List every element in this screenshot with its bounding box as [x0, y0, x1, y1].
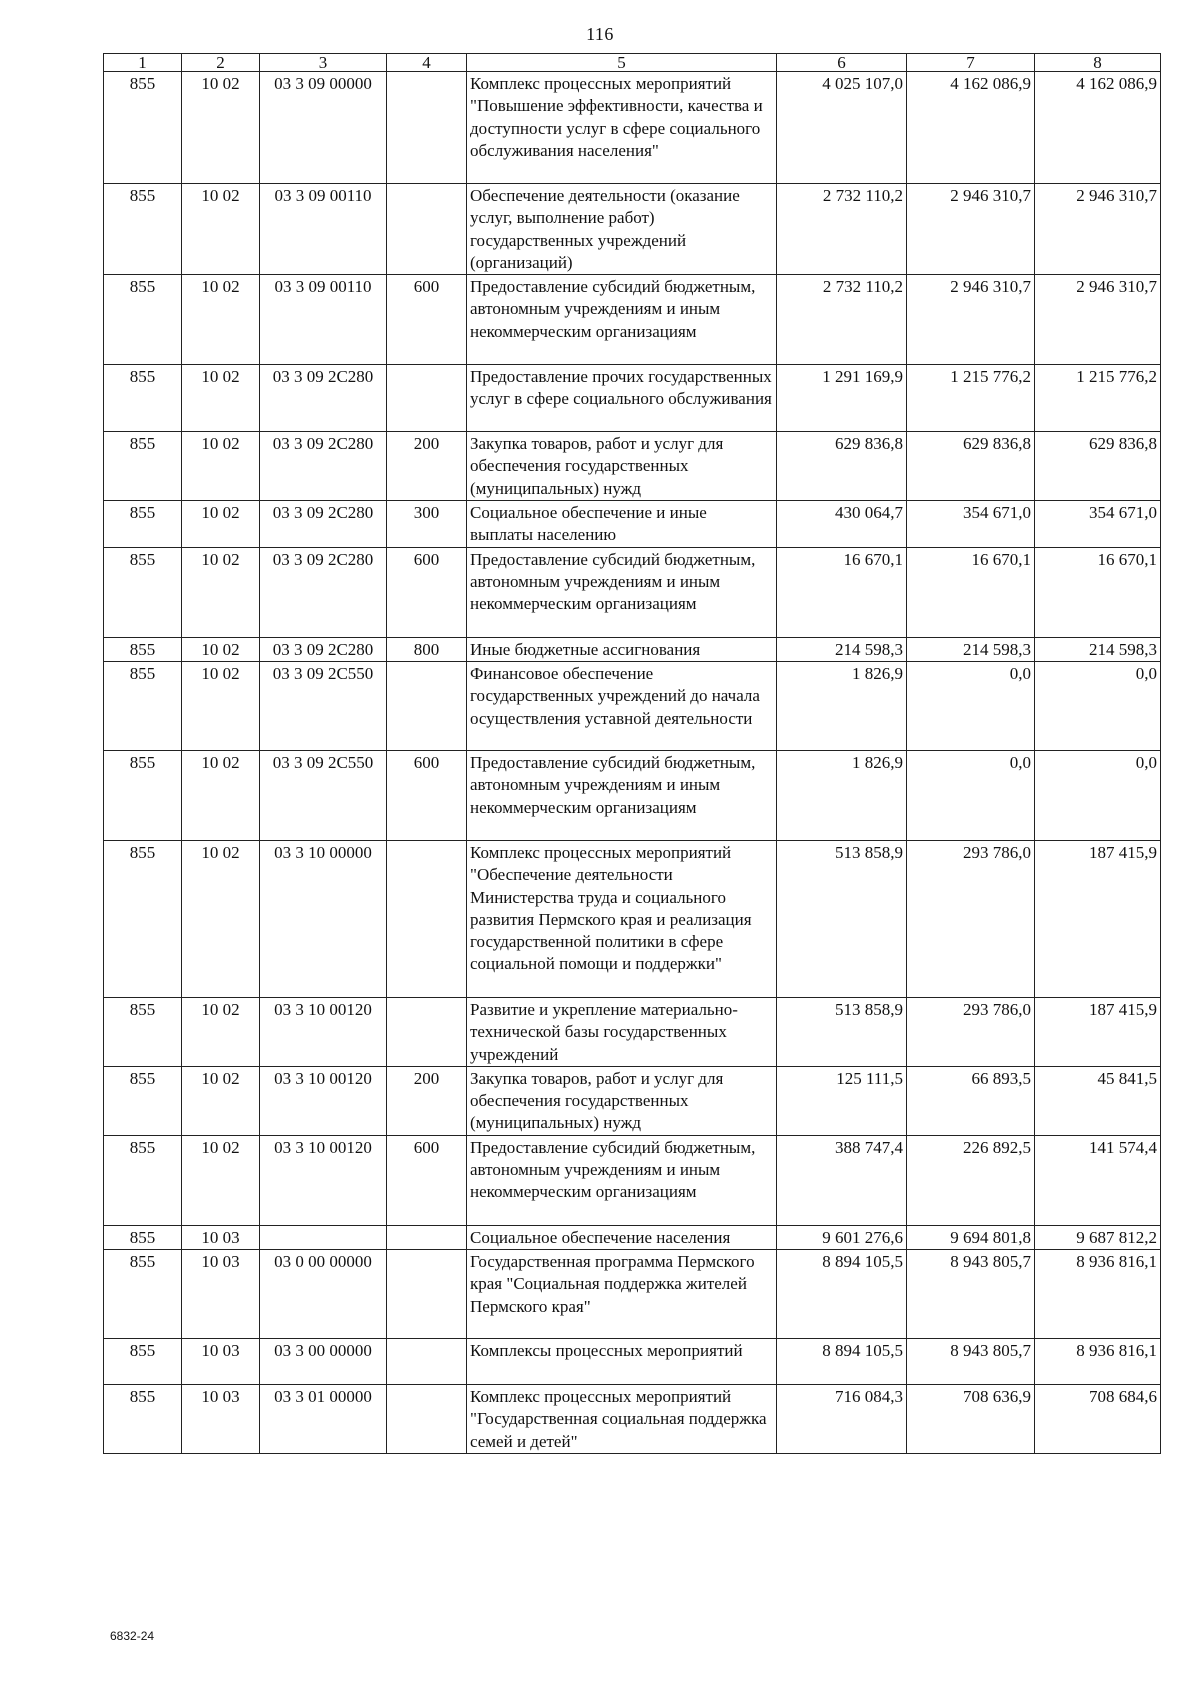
cell-amount-y1: 2 732 110,2 — [777, 275, 907, 365]
cell-section: 10 03 — [182, 1385, 260, 1454]
cell-section: 10 02 — [182, 547, 260, 637]
cell-amount-y3: 141 574,4 — [1035, 1135, 1161, 1225]
cell-description: Комплексы процессных мероприятий — [467, 1339, 777, 1385]
cell-amount-y1: 4 025 107,0 — [777, 72, 907, 184]
budget-table — [103, 53, 1161, 1454]
cell-amount-y3: 0,0 — [1035, 661, 1161, 750]
table-row — [104, 1135, 1161, 1225]
col-header: 2 — [182, 54, 260, 72]
cell-amount-y2: 8 943 805,7 — [907, 1250, 1035, 1339]
cell-amount-y2: 4 162 086,9 — [907, 72, 1035, 184]
cell-amount-y1: 716 084,3 — [777, 1385, 907, 1454]
cell-expense-type: 600 — [387, 547, 467, 637]
cell-ministry: 855 — [104, 501, 182, 548]
cell-amount-y3: 708 684,6 — [1035, 1385, 1161, 1454]
cell-ministry: 855 — [104, 840, 182, 997]
cell-section: 10 03 — [182, 1250, 260, 1339]
cell-amount-y2: 2 946 310,7 — [907, 275, 1035, 365]
cell-amount-y1: 513 858,9 — [777, 840, 907, 997]
cell-amount-y3: 4 162 086,9 — [1035, 72, 1161, 184]
cell-target: 03 3 09 2С550 — [260, 661, 387, 750]
cell-section: 10 02 — [182, 275, 260, 365]
table-row — [104, 1385, 1161, 1454]
cell-amount-y2: 629 836,8 — [907, 432, 1035, 501]
cell-target — [260, 1225, 387, 1249]
cell-amount-y3: 187 415,9 — [1035, 840, 1161, 997]
cell-description: Комплекс процессных мероприятий "Повышение эффективности, качества и доступности услуг в сфере социального обслуживания населения" — [467, 72, 777, 184]
cell-description: Социальное обеспечение населения — [467, 1225, 777, 1249]
cell-amount-y3: 354 671,0 — [1035, 501, 1161, 548]
cell-description: Предоставление субсидий бюджетным, автономным учреждениям и иным некоммерческим организациям — [467, 275, 777, 365]
table-row — [104, 275, 1161, 365]
cell-target: 03 3 01 00000 — [260, 1385, 387, 1454]
cell-section: 10 02 — [182, 1135, 260, 1225]
cell-ministry: 855 — [104, 365, 182, 432]
cell-ministry: 855 — [104, 184, 182, 275]
cell-amount-y1: 9 601 276,6 — [777, 1225, 907, 1249]
cell-section: 10 02 — [182, 840, 260, 997]
cell-amount-y1: 430 064,7 — [777, 501, 907, 548]
cell-expense-type: 200 — [387, 1066, 467, 1135]
table-row — [104, 432, 1161, 501]
cell-amount-y2: 8 943 805,7 — [907, 1339, 1035, 1385]
cell-ministry: 855 — [104, 750, 182, 840]
cell-expense-type: 600 — [387, 275, 467, 365]
table-row — [104, 1250, 1161, 1339]
cell-ministry: 855 — [104, 72, 182, 184]
cell-target: 03 3 09 00110 — [260, 184, 387, 275]
cell-amount-y2: 214 598,3 — [907, 637, 1035, 661]
cell-amount-y3: 8 936 816,1 — [1035, 1250, 1161, 1339]
cell-amount-y2: 0,0 — [907, 661, 1035, 750]
cell-ministry: 855 — [104, 1250, 182, 1339]
table-row — [104, 661, 1161, 750]
col-header: 3 — [260, 54, 387, 72]
cell-amount-y1: 2 732 110,2 — [777, 184, 907, 275]
cell-section: 10 02 — [182, 661, 260, 750]
cell-description: Обеспечение деятельности (оказание услуг, выполнение работ) государственных учреждений (организаций) — [467, 184, 777, 275]
cell-amount-y2: 9 694 801,8 — [907, 1225, 1035, 1249]
cell-description: Предоставление прочих государственных услуг в сфере социального обслуживания — [467, 365, 777, 432]
cell-expense-type: 300 — [387, 501, 467, 548]
cell-ministry: 855 — [104, 1385, 182, 1454]
cell-ministry: 855 — [104, 637, 182, 661]
table-row — [104, 501, 1161, 548]
col-header: 5 — [467, 54, 777, 72]
cell-target: 03 3 09 2С280 — [260, 432, 387, 501]
cell-expense-type — [387, 1250, 467, 1339]
cell-section: 10 02 — [182, 72, 260, 184]
cell-amount-y2: 354 671,0 — [907, 501, 1035, 548]
cell-amount-y1: 629 836,8 — [777, 432, 907, 501]
cell-target: 03 3 09 00000 — [260, 72, 387, 184]
cell-amount-y3: 8 936 816,1 — [1035, 1339, 1161, 1385]
cell-amount-y3: 214 598,3 — [1035, 637, 1161, 661]
cell-amount-y2: 226 892,5 — [907, 1135, 1035, 1225]
cell-description: Развитие и укрепление материально-технической базы государственных учреждений — [467, 997, 777, 1066]
cell-expense-type — [387, 1385, 467, 1454]
cell-amount-y2: 293 786,0 — [907, 997, 1035, 1066]
cell-target: 03 3 09 2С280 — [260, 637, 387, 661]
cell-target: 03 3 09 2С550 — [260, 750, 387, 840]
cell-section: 10 02 — [182, 997, 260, 1066]
cell-amount-y2: 293 786,0 — [907, 840, 1035, 997]
cell-amount-y2: 66 893,5 — [907, 1066, 1035, 1135]
table-row — [104, 1339, 1161, 1385]
cell-amount-y2: 1 215 776,2 — [907, 365, 1035, 432]
cell-section: 10 02 — [182, 432, 260, 501]
table-row — [104, 1225, 1161, 1249]
cell-expense-type: 800 — [387, 637, 467, 661]
col-header: 6 — [777, 54, 907, 72]
cell-target: 03 3 10 00120 — [260, 997, 387, 1066]
cell-description: Комплекс процессных мероприятий "Обеспечение деятельности Министерства труда и социального развития Пермского края и реализация государственной политики в сфере социальной помощи и поддержки" — [467, 840, 777, 997]
cell-amount-y3: 16 670,1 — [1035, 547, 1161, 637]
table-row — [104, 1066, 1161, 1135]
cell-amount-y1: 214 598,3 — [777, 637, 907, 661]
table-row — [104, 750, 1161, 840]
cell-ministry: 855 — [104, 1225, 182, 1249]
cell-description: Финансовое обеспечение государственных учреждений до начала осуществления уставной деятельности — [467, 661, 777, 750]
cell-amount-y2: 2 946 310,7 — [907, 184, 1035, 275]
cell-description: Государственная программа Пермского края "Социальная поддержка жителей Пермского края" — [467, 1250, 777, 1339]
cell-section: 10 03 — [182, 1339, 260, 1385]
col-header: 8 — [1035, 54, 1161, 72]
cell-description: Комплекс процессных мероприятий "Государственная социальная поддержка семей и детей" — [467, 1385, 777, 1454]
cell-expense-type — [387, 1339, 467, 1385]
cell-target: 03 3 10 00120 — [260, 1135, 387, 1225]
cell-description: Иные бюджетные ассигнования — [467, 637, 777, 661]
cell-section: 10 02 — [182, 184, 260, 275]
cell-amount-y1: 125 111,5 — [777, 1066, 907, 1135]
cell-target: 03 3 09 2С280 — [260, 501, 387, 548]
cell-ministry: 855 — [104, 547, 182, 637]
cell-amount-y3: 2 946 310,7 — [1035, 275, 1161, 365]
table-row — [104, 840, 1161, 997]
cell-target: 03 3 00 00000 — [260, 1339, 387, 1385]
cell-amount-y2: 0,0 — [907, 750, 1035, 840]
table-row — [104, 997, 1161, 1066]
cell-section: 10 02 — [182, 501, 260, 548]
cell-expense-type — [387, 72, 467, 184]
cell-amount-y3: 45 841,5 — [1035, 1066, 1161, 1135]
cell-amount-y2: 708 636,9 — [907, 1385, 1035, 1454]
cell-amount-y3: 1 215 776,2 — [1035, 365, 1161, 432]
document-code: 6832-24 — [110, 1629, 155, 1643]
col-header: 4 — [387, 54, 467, 72]
cell-ministry: 855 — [104, 997, 182, 1066]
cell-expense-type — [387, 840, 467, 997]
cell-expense-type: 600 — [387, 1135, 467, 1225]
cell-description: Закупка товаров, работ и услуг для обеспечения государственных (муниципальных) нужд — [467, 432, 777, 501]
table-row — [104, 547, 1161, 637]
cell-amount-y2: 16 670,1 — [907, 547, 1035, 637]
cell-target: 03 3 09 00110 — [260, 275, 387, 365]
table-row — [104, 184, 1161, 275]
cell-description: Предоставление субсидий бюджетным, автономным учреждениям и иным некоммерческим организациям — [467, 1135, 777, 1225]
cell-amount-y1: 513 858,9 — [777, 997, 907, 1066]
cell-target: 03 3 09 2С280 — [260, 365, 387, 432]
table-row — [104, 72, 1161, 184]
cell-ministry: 855 — [104, 1135, 182, 1225]
cell-amount-y1: 1 291 169,9 — [777, 365, 907, 432]
cell-description: Предоставление субсидий бюджетным, автономным учреждениям и иным некоммерческим организациям — [467, 547, 777, 637]
cell-amount-y3: 187 415,9 — [1035, 997, 1161, 1066]
cell-expense-type — [387, 1225, 467, 1249]
cell-expense-type — [387, 184, 467, 275]
cell-expense-type: 200 — [387, 432, 467, 501]
cell-amount-y1: 1 826,9 — [777, 750, 907, 840]
cell-amount-y3: 9 687 812,2 — [1035, 1225, 1161, 1249]
cell-target: 03 0 00 00000 — [260, 1250, 387, 1339]
table-row — [104, 637, 1161, 661]
header-row — [104, 54, 1161, 72]
col-header: 1 — [104, 54, 182, 72]
cell-amount-y1: 8 894 105,5 — [777, 1250, 907, 1339]
cell-section: 10 02 — [182, 750, 260, 840]
cell-section: 10 02 — [182, 365, 260, 432]
cell-target: 03 3 09 2С280 — [260, 547, 387, 637]
table-row — [104, 365, 1161, 432]
cell-description: Закупка товаров, работ и услуг для обеспечения государственных (муниципальных) нужд — [467, 1066, 777, 1135]
cell-ministry: 855 — [104, 1339, 182, 1385]
page-number: 116 — [586, 24, 614, 44]
cell-ministry: 855 — [104, 432, 182, 501]
cell-description: Социальное обеспечение и иные выплаты населению — [467, 501, 777, 548]
cell-amount-y3: 2 946 310,7 — [1035, 184, 1161, 275]
cell-expense-type — [387, 365, 467, 432]
cell-amount-y1: 388 747,4 — [777, 1135, 907, 1225]
cell-amount-y3: 0,0 — [1035, 750, 1161, 840]
cell-ministry: 855 — [104, 661, 182, 750]
cell-description: Предоставление субсидий бюджетным, автономным учреждениям и иным некоммерческим организациям — [467, 750, 777, 840]
cell-expense-type: 600 — [387, 750, 467, 840]
cell-amount-y1: 1 826,9 — [777, 661, 907, 750]
cell-section: 10 03 — [182, 1225, 260, 1249]
cell-expense-type — [387, 997, 467, 1066]
cell-ministry: 855 — [104, 275, 182, 365]
col-header: 7 — [907, 54, 1035, 72]
cell-section: 10 02 — [182, 637, 260, 661]
cell-target: 03 3 10 00000 — [260, 840, 387, 997]
cell-section: 10 02 — [182, 1066, 260, 1135]
cell-amount-y1: 16 670,1 — [777, 547, 907, 637]
cell-ministry: 855 — [104, 1066, 182, 1135]
cell-amount-y3: 629 836,8 — [1035, 432, 1161, 501]
cell-expense-type — [387, 661, 467, 750]
cell-target: 03 3 10 00120 — [260, 1066, 387, 1135]
cell-amount-y1: 8 894 105,5 — [777, 1339, 907, 1385]
